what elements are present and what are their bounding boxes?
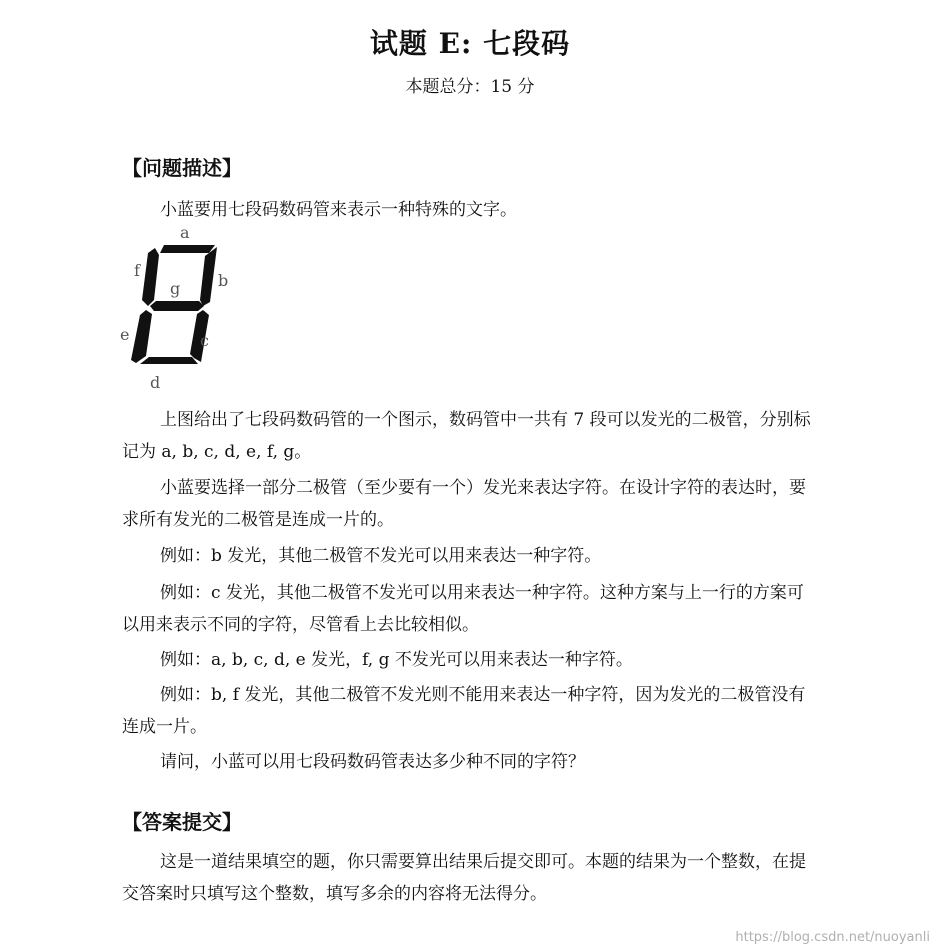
problem-paragraph-2: 上图给出了七段码数码管的一个图示，数码管中一共有 7 段可以发光的二极管，分别标记为 a, b, c, d, e, f, g。	[122, 410, 811, 462]
problem-paragraph-1: 小蓝要用七段码数码管来表示一种特殊的文字。	[160, 200, 517, 220]
label-b: b	[218, 271, 229, 290]
problem-paragraph-6: 例如：a, b, c, d, e 发光，f, g 不发光可以用来表达一种字符。	[160, 650, 633, 670]
watermark: https://blog.csdn.net/nuoyanli	[735, 930, 930, 945]
problem-paragraph-5: 例如：c 发光，其他二极管不发光可以用来表达一种字符。这种方案与上一行的方案可以用来表示不同的字符，尽管看上去比较相似。	[122, 583, 804, 635]
seven-segment-diagram	[118, 220, 238, 395]
segment-a	[160, 245, 215, 253]
answer-heading: 【答案提交】	[122, 810, 242, 834]
label-d: d	[150, 373, 161, 392]
label-a: a	[180, 223, 190, 242]
label-g: g	[170, 279, 181, 298]
page-title: 试题 E: 七段码	[369, 27, 571, 60]
problem-paragraph-4: 例如：b 发光，其他二极管不发光可以用来表达一种字符。	[160, 546, 602, 566]
segment-g	[150, 301, 204, 311]
answer-paragraph: 这是一道结果填空的题，你只需要算出结果后提交即可。本题的结果为一个整数，在提交答案时只填写这个整数，填写多余的内容将无法得分。	[122, 852, 806, 904]
label-e: e	[120, 325, 130, 344]
segment-e	[131, 310, 152, 363]
problem-heading: 【问题描述】	[122, 156, 242, 180]
problem-paragraph-3: 小蓝要选择一部分二极管（至少要有一个）发光来表达字符。在设计字符的表达时，要求所有发光的二极管是连成一片的。	[122, 478, 806, 530]
label-f: f	[134, 261, 140, 280]
label-c: c	[200, 331, 209, 350]
segment-f	[142, 248, 159, 306]
total-score: 本题总分：15 分	[405, 77, 535, 97]
segment-b	[200, 247, 217, 306]
seven-segment-figure	[118, 220, 238, 395]
problem-paragraph-8: 请问，小蓝可以用七段码数码管表达多少种不同的字符？	[160, 752, 585, 772]
problem-paragraph-7: 例如：b, f 发光，其他二极管不发光则不能用来表达一种字符，因为发光的二极管没有连成一片。	[122, 685, 806, 737]
